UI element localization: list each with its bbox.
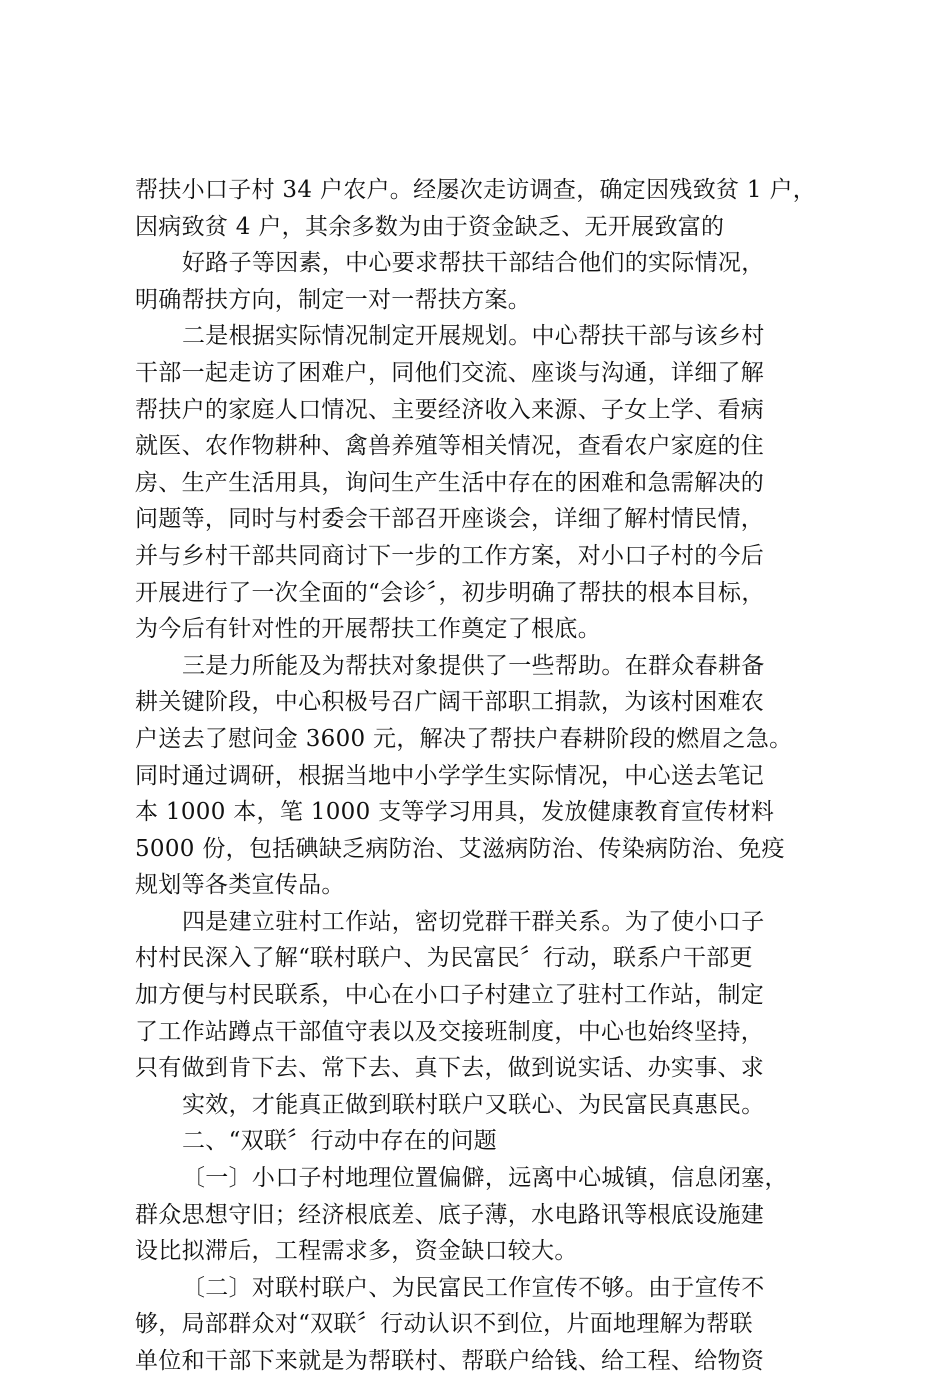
text-line: 了工作站蹲点干部值守表以及交接班制度，中心也始终坚持， [135, 1018, 765, 1045]
text-line: 三是力所能及为帮扶对象提供了一些帮助。在群众春耕备 [182, 652, 765, 679]
text-line: 帮扶小口子村 34 户农户。经屡次走访调查，确定因残致贫 1 户， [135, 177, 817, 203]
text-line: 明确帮扶方向，制定一对一帮扶方案。 [135, 286, 532, 313]
text-line: 干部一起走访了困难户，同他们交流、座谈与沟通，详细了解 [135, 359, 765, 386]
text-line: 加方便与村民联系，中心在小口子村建立了驻村工作站，制定 [135, 982, 765, 1009]
text-line: 因病致贫 4 户，其余多数为由于资金缺乏、无开展致富的 [135, 213, 725, 240]
text-line: 村村民深入了解“联村联户、为民富民〞行动，联系户干部更 [135, 945, 753, 972]
text-line: 规划等各类宣传品。 [135, 872, 345, 899]
text-line: 〔二〕对联村联户、为民富民工作宣传不够。由于宣传不 [182, 1274, 765, 1301]
text-line: 好路子等因素，中心要求帮扶干部结合他们的实际情况， [182, 250, 765, 277]
text-line: 并与乡村干部共同商讨下一步的工作方案，对小口子村的今后 [135, 542, 765, 569]
text-line: 开展进行了一次全面的“会诊〞，初步明确了帮扶的根本目标， [135, 579, 765, 606]
text-line: 四是建立驻村工作站，密切党群干群关系。为了使小口子 [182, 908, 765, 935]
document-body [135, 172, 835, 1380]
text-line: 二、“双联〞行动中存在的问题 [182, 1128, 497, 1155]
text-line: 实效，才能真正做到联村联户又联心、为民富民真惠民。 [182, 1091, 765, 1118]
text-line: 二是根据实际情况制定开展规划。中心帮扶干部与该乡村 [182, 323, 765, 350]
text-line: 5000 份，包括碘缺乏病防治、艾滋病防治、传染病防治、免疫 [135, 835, 785, 862]
text-line: 〔一〕小口子村地理位置偏僻，远离中心城镇，信息闭塞， [182, 1165, 788, 1192]
text-line: 同时通过调研，根据当地中小学学生实际情况，中心送去笔记 [135, 762, 765, 789]
text-line: 耕关键阶段，中心积极号召广阔干部职工捐款，为该村困难农 [135, 689, 765, 716]
text-line: 只有做到肯下去、常下去、真下去，做到说实话、办实事、求 [135, 1055, 765, 1082]
text-line: 设比拟滞后，工程需求多，资金缺口较大。 [135, 1238, 578, 1265]
text-line: 帮扶户的家庭人口情况、主要经济收入来源、子女上学、看病 [135, 396, 765, 423]
text-line: 够，局部群众对“双联〞行动认识不到位，片面地理解为帮联 [135, 1311, 753, 1338]
text-line: 户送去了慰问金 3600 元，解决了帮扶户春耕阶段的燃眉之急。 [135, 725, 793, 752]
text-line: 群众思想守旧；经济根底差、底子薄，水电路讯等根底设施建 [135, 1201, 765, 1228]
text-line: 为今后有针对性的开展帮扶工作奠定了根底。 [135, 616, 601, 643]
text-line: 就医、农作物耕种、禽兽养殖等相关情况，查看农户家庭的住 [135, 433, 765, 460]
text-line: 本 1000 本，笔 1000 支等学习用具，发放健康教育宣传材料 [135, 799, 775, 826]
text-line: 房、生产生活用具，询问生产生活中存在的困难和急需解决的 [135, 469, 765, 496]
text-line: 单位和干部下来就是为帮联村、帮联户给钱、给工程、给物资 [135, 1348, 765, 1374]
text-line: 问题等，同时与村委会干部召开座谈会，详细了解村情民情， [135, 506, 765, 533]
